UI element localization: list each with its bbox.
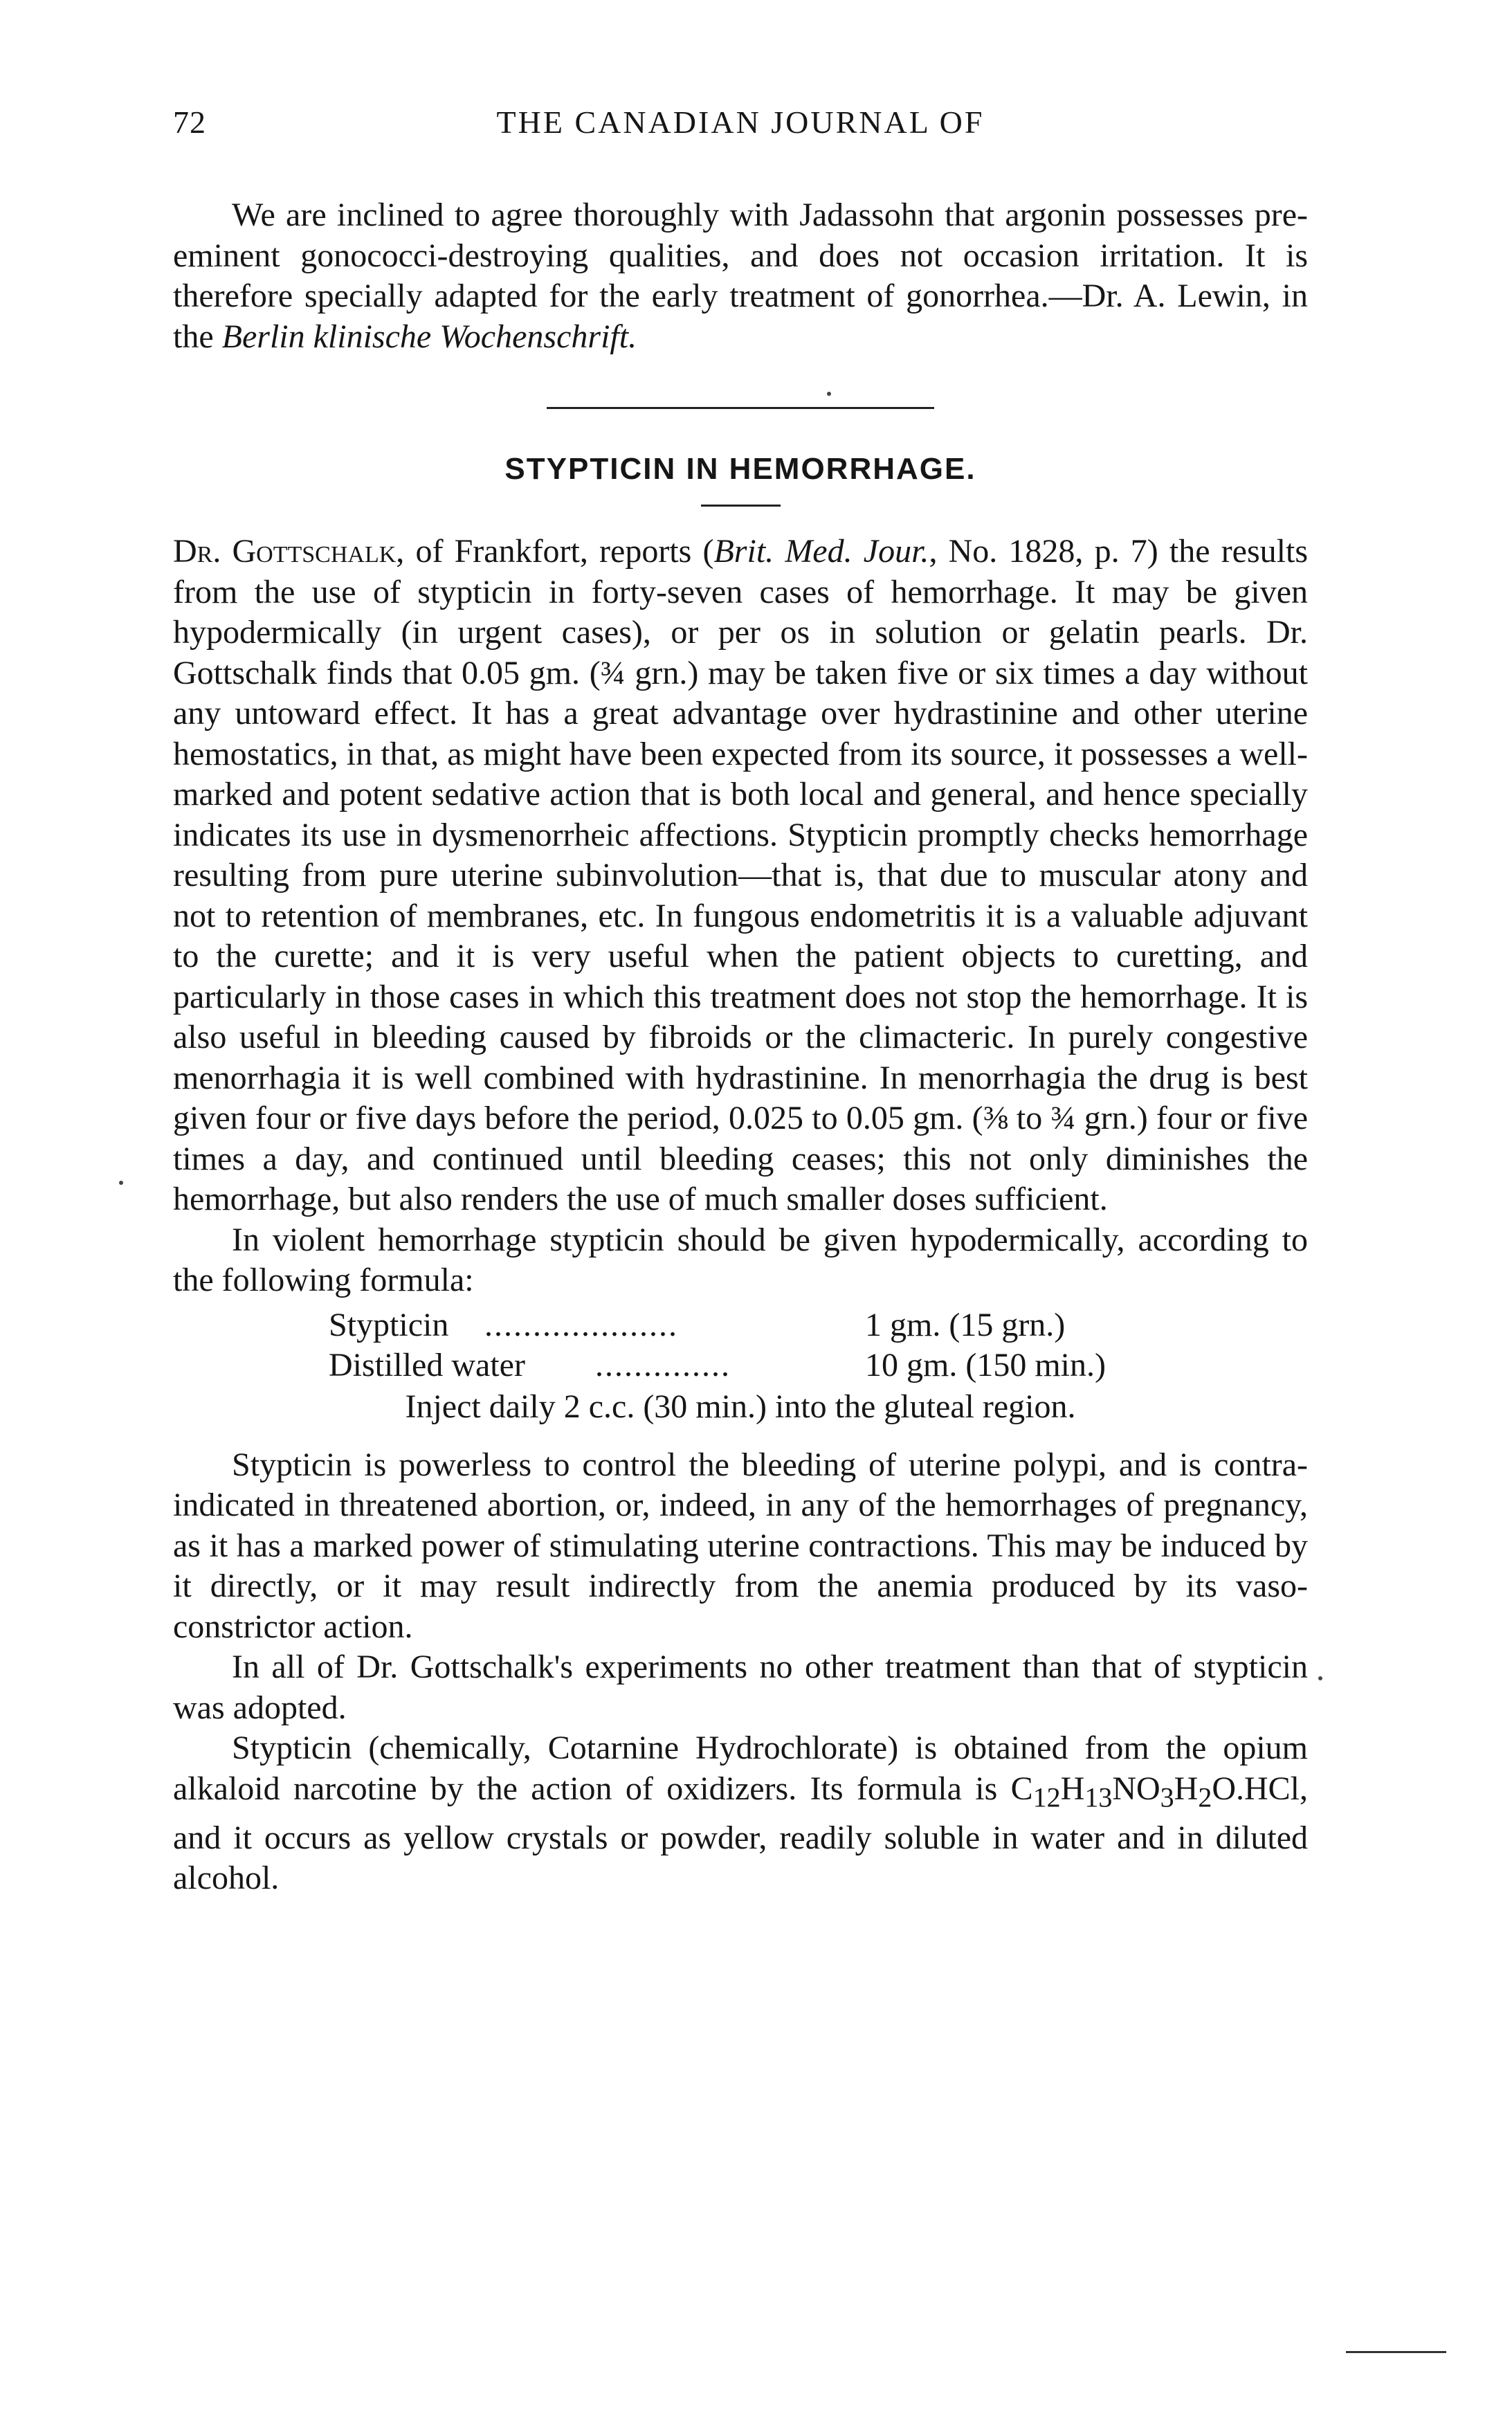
lead-paragraph bbox=[173, 532, 1308, 1220]
formula-row-stypticin bbox=[173, 1305, 1308, 1345]
intro-text: We are inclined to agree thoroughly with Jadassohn that argonin possesses pre-eminent gonococci-destroying qualities, and does not occasion irritation. It is therefore specially adapted for the early treatment of gonorrhea.—Dr. A. Lewin, in the bbox=[173, 197, 1308, 355]
formula-subscript: 13 bbox=[1084, 1781, 1113, 1813]
formula-subscript: 3 bbox=[1160, 1781, 1174, 1813]
formula-element: H bbox=[1174, 1770, 1199, 1807]
chemical-formula bbox=[1010, 1770, 1300, 1813]
formula-subscript: 2 bbox=[1198, 1781, 1212, 1813]
print-speck bbox=[827, 392, 831, 396]
formula-amount: 1 gm. (15 grn.) bbox=[865, 1306, 1066, 1343]
print-speck bbox=[1318, 1676, 1322, 1680]
formula-row-distilled-water bbox=[173, 1345, 1308, 1386]
section-title: STYPTICIN IN HEMORRHAGE. bbox=[504, 452, 976, 486]
page-number: 72 bbox=[173, 105, 206, 140]
formula-leader-dots: .............. bbox=[595, 1346, 731, 1383]
formula-element: NO bbox=[1112, 1770, 1160, 1807]
author-name: Dr. Gottschalk bbox=[173, 533, 397, 570]
chemistry-paragraph bbox=[173, 1728, 1308, 1899]
intro-citation: Berlin klinische Wochenschrift. bbox=[221, 318, 637, 355]
formula-element: H bbox=[1060, 1770, 1085, 1807]
violent-hemorrhage-paragraph: In violent hemorrhage stypticin should be given hypodermically, according to the following formula: bbox=[173, 1221, 1308, 1298]
lead-after-author: , of Frankfort, reports ( bbox=[396, 533, 714, 570]
formula-instruction: Inject daily 2 c.c. (30 min.) into the gluteal region. bbox=[405, 1388, 1076, 1425]
contraindication-paragraph: Stypticin is powerless to control the bleeding of uterine polypi, and is contra-indicated in threatened abortion, or, indeed, in any of the hemorrhages of pregnancy, as it has a marked power of stimulating uterine contractions. This may be induced by it directly, or it may result indirectly from the anemia produced by its vaso-constrictor action. bbox=[173, 1446, 1308, 1645]
intro-paragraph bbox=[173, 195, 1308, 357]
title-underline bbox=[701, 505, 781, 507]
formula-ingredient: Stypticin bbox=[329, 1306, 449, 1343]
formula-amount: 10 gm. (150 min.) bbox=[865, 1346, 1106, 1383]
formula-element: O.HCl bbox=[1212, 1770, 1300, 1807]
formula-ingredient: Distilled water bbox=[329, 1346, 525, 1383]
lead-text: , No. 1828, p. 7) the results from the use of stypticin in forty-seven cases of hemorrhage. It may be given hypodermically (in urgent cases), or per os in solution or gelatin pearls. Dr. Gottschalk finds that 0.05 gm. (¾ grn.) may be taken five or six times a day without any untoward effect. It has a great advantage over hydrastinine and other uterine hemostatics, in that, as might have been expected from its source, it possesses a well-marked and potent sedative action that is both local and general, and hence specially indicates its use in dysmenorrheic affections. Stypticin promptly checks hemorrhage resulting from pure uterine subinvolution—that is, that due to muscular atony and not to retention of membranes, etc. In fungous endometritis it is a valuable adjuvant to the curette; and it is very useful when the patient objects to curetting, and particularly in those cases in which this treatment does not stop the hemorrhage. It is also useful in bleeding caused by fibroids or the climacteric. In purely congestive menorrhagia it is well combined with hydrastinine. In menorrhagia the drug is best given four or five days before the period, 0.025 to 0.05 gm. (⅜ to ¾ grn.) four or five times a day, and continued until bleeding ceases; this not only diminishes the hemorrhage, but also renders the use of much smaller doses sufficient. bbox=[173, 533, 1309, 1217]
formula-element: C bbox=[1010, 1770, 1033, 1807]
chemistry-text-after: , and it occurs as yellow crystals or powder, readily soluble in water and in diluted alcohol. bbox=[173, 1770, 1308, 1897]
running-head bbox=[173, 104, 1308, 159]
formula-subscript: 12 bbox=[1032, 1781, 1061, 1813]
journal-page bbox=[173, 104, 1308, 1899]
formula-leader-dots: .................... bbox=[484, 1306, 678, 1343]
experiments-paragraph: In all of Dr. Gottschalk's experiments no other treatment than that of stypticin was adopted. bbox=[173, 1649, 1308, 1726]
section-divider bbox=[547, 407, 934, 409]
print-speck bbox=[119, 1181, 123, 1185]
chemistry-text: Stypticin (chemically, Cotarnine Hydrochlorate) is obtained from the opium alkaloid narcotine by the action of oxidizers. Its formula is bbox=[173, 1730, 1308, 1807]
journal-title: THE CANADIAN JOURNAL OF bbox=[496, 105, 985, 140]
prescription-formula bbox=[173, 1305, 1308, 1427]
lead-citation: Brit. Med. Jour. bbox=[713, 533, 929, 570]
footer-rule bbox=[1346, 2351, 1446, 2353]
